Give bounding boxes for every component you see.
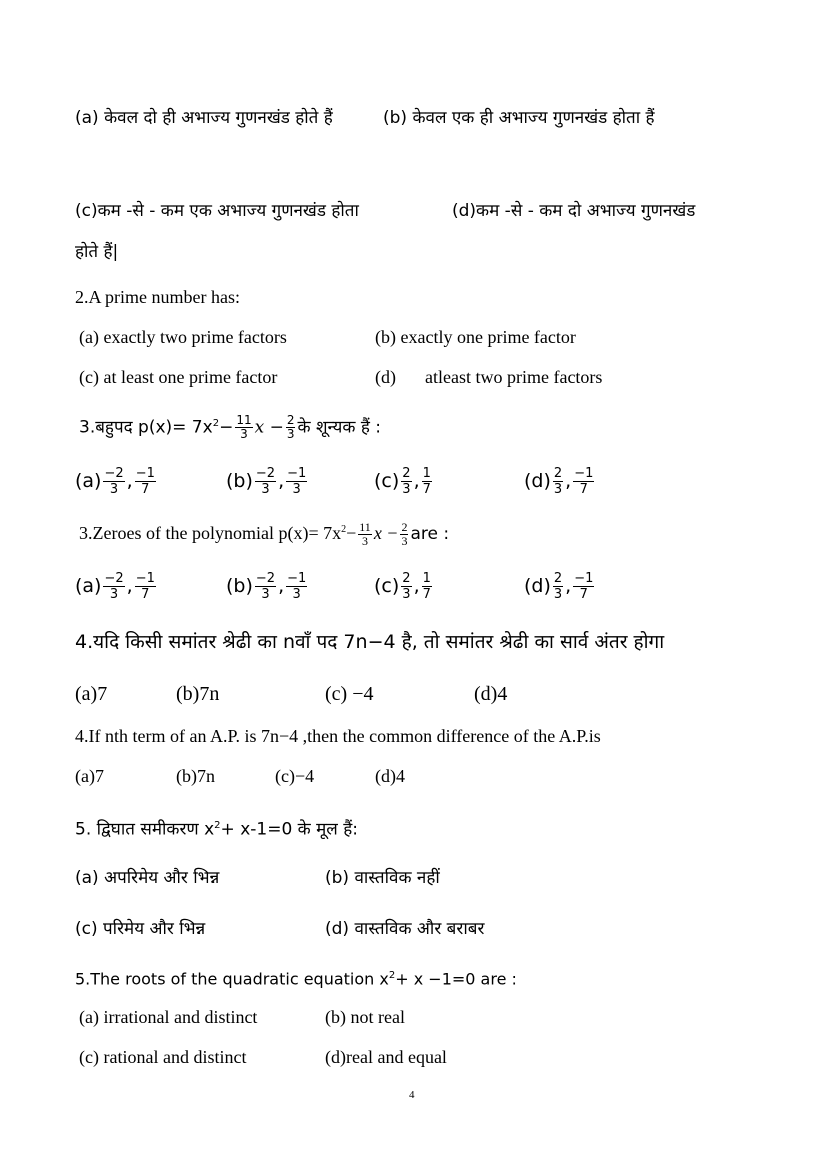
q2-option-c: (c) at least one prime factor xyxy=(79,367,278,387)
q5-english-question: 5.The roots of the quadratic equation $x^2+ x -1=0$ are : xyxy=(75,969,517,989)
q5-english-option-d: (d)real and equal xyxy=(325,1047,447,1067)
q3-english-option-c: (c) $\frac{2}{3}$ , $\frac{1}{7}$ xyxy=(374,571,431,602)
q3-hindi-option-b: (b) $\frac{-2}{3}$ , $\frac{-1}{3}$ xyxy=(226,466,307,497)
q2-option-d-text: atleast two prime factors xyxy=(425,367,603,387)
q3-english-option-a: (a) $\frac{-2}{3}$ , $\frac{-1}{7}$ xyxy=(75,571,155,602)
q1-option-b: (b) केवल एक ही अभाज्य गुणनखंड होता हैं xyxy=(383,108,655,128)
q5-hindi-question: 5. द्विघात समीकरण $x^2+ x-1=0$ के मूल हैं: xyxy=(75,819,358,840)
q3-english-fraction-1: $\frac{11}{3}$ xyxy=(359,520,371,549)
q5-english-option-a: (a) irrational and distinct xyxy=(79,1007,258,1027)
q2-option-a: (a) exactly two prime factors xyxy=(79,327,287,347)
q4-hindi-question: 4.यदि किसी समांतर श्रेढी का nवाँ पद 7n−4 है, तो समांतर श्रेढी का सार्व अंतर होगा xyxy=(75,631,665,653)
q4-hindi-option-d: (d)4 xyxy=(474,683,508,705)
q3-hindi-option-d: (d) $\frac{2}{3}$ , $\frac{-1}{7}$ xyxy=(524,466,594,497)
q3-hindi-option-c: (c) $\frac{2}{3}$ , $\frac{1}{7}$ xyxy=(374,466,431,497)
q5-english-option-c: (c) rational and distinct xyxy=(79,1047,247,1067)
q4-hindi-option-b: (b)7n xyxy=(176,683,220,705)
q3-hindi-fraction-2: $\frac{2}{3}$ xyxy=(286,413,295,442)
q3-hindi-option-a: (a) $\frac{-2}{3}$ , $\frac{-1}{7}$ xyxy=(75,466,155,497)
q3-hindi-fraction-1: $\frac{11}{3}$ xyxy=(236,413,252,442)
q1-option-c: (c)कम -से - कम एक अभाज्य गुणनखंड होता xyxy=(75,201,359,221)
q4-english-question: 4.If nth term of an A.P. is 7n−4 ,then the common difference of the A.P.is xyxy=(75,726,601,746)
q2-option-b: (b) exactly one prime factor xyxy=(375,327,576,347)
q4-english-option-c: (c)−4 xyxy=(275,766,315,786)
q1-option-d-continued: होते हैं| xyxy=(75,242,119,262)
q1-option-d: (d)कम -से - कम दो अभाज्य गुणनखंड xyxy=(452,201,696,221)
q3-english-option-b: (b) $\frac{-2}{3}$ , $\frac{-1}{3}$ xyxy=(226,571,307,602)
q3-english-fraction-2: $\frac{2}{3}$ xyxy=(401,520,408,549)
q4-english-option-d: (d)4 xyxy=(375,766,405,786)
q3-english-option-d: (d) $\frac{2}{3}$ , $\frac{-1}{7}$ xyxy=(524,571,594,602)
q4-english-option-a: (a)7 xyxy=(75,766,104,786)
q4-hindi-option-a: (a)7 xyxy=(75,683,108,705)
q3-english-question: 3.Zeroes of the polynomial $p(x)= 7x^2-$ $\frac{11}{3}$ x − $\frac{2}{3}$ are : xyxy=(79,520,450,549)
q1-option-a: (a) केवल दो ही अभाज्य गुणनखंड होते हैं xyxy=(75,108,333,128)
q5-hindi-option-a: (a) अपरिमेय और भिन्न xyxy=(75,868,220,888)
q4-hindi-option-c: (c) −4 xyxy=(325,683,374,705)
q5-hindi-option-b: (b) वास्तविक नहीं xyxy=(325,868,440,888)
q5-hindi-option-c: (c) परिमेय और भिन्न xyxy=(75,919,206,939)
q3-hindi-question: 3.बहुपद $p(x)= 7x^2-$ $\frac{11}{3}$ x − $\frac{2}{3}$ के शून्यक हैं : xyxy=(79,413,381,442)
q5-english-option-b: (b) not real xyxy=(325,1007,405,1027)
q2-option-d-label: (d) xyxy=(375,367,396,387)
q4-english-option-b: (b)7n xyxy=(176,766,215,786)
q2-question: 2.A prime number has: xyxy=(75,287,240,307)
q5-hindi-option-d: (d) वास्तविक और बराबर xyxy=(325,919,485,939)
page-number: 4 xyxy=(409,1089,415,1101)
